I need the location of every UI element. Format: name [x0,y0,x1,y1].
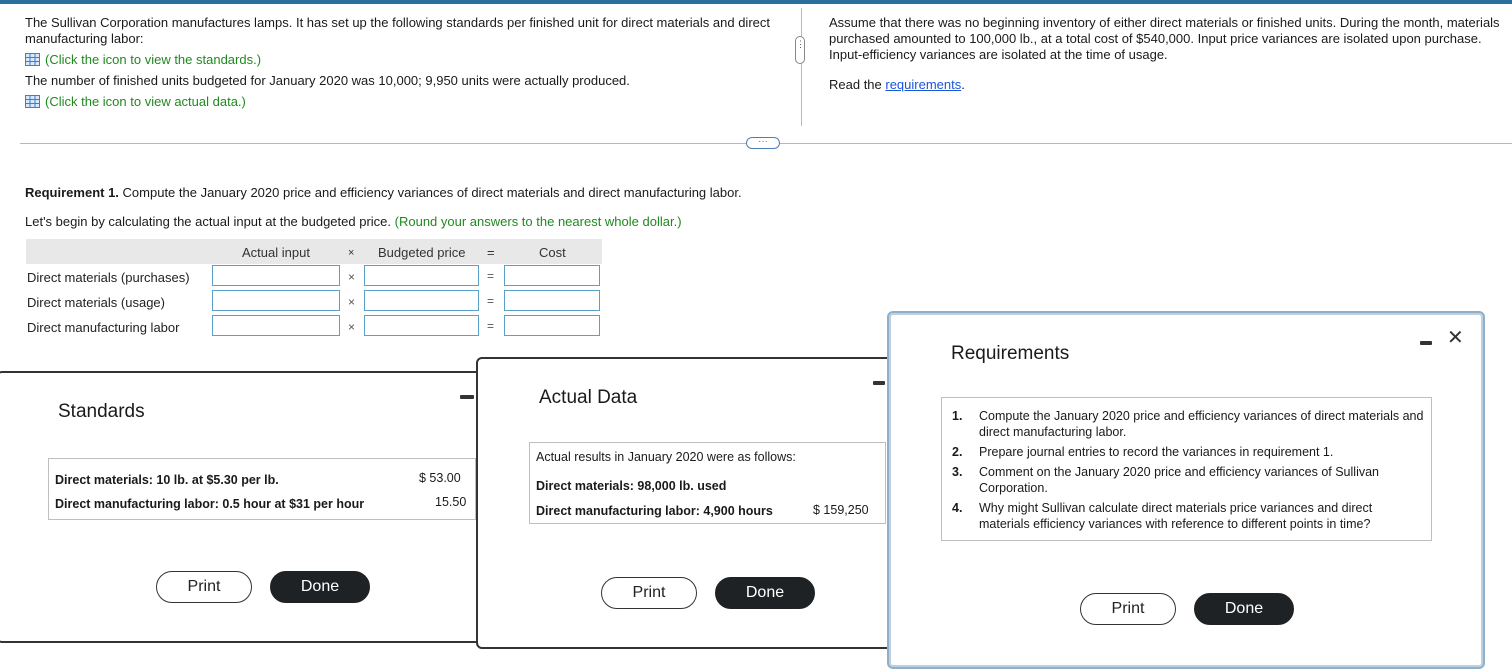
print-button[interactable]: Print [1080,593,1176,625]
equals-sign: = [487,269,495,283]
req-number: 1. [952,409,963,423]
row-label-dm-purchases: Direct materials (purchases) [27,270,190,285]
print-button[interactable]: Print [601,577,697,609]
actual-data-link[interactable] [25,94,246,110]
panel-resize-handle[interactable]: ⋮ [795,36,805,64]
requirements-dialog [887,311,1485,669]
times-sign: × [348,295,356,309]
actual-data-link-text[interactable]: (Click the icon to view actual data.) [45,94,246,109]
table-grid-icon[interactable] [25,53,40,66]
top-accent-bar [0,0,1512,4]
done-button[interactable]: Done [270,571,370,603]
table-grid-icon[interactable] [25,95,40,108]
requirements-link[interactable]: requirements [885,77,962,92]
header-cost: Cost [539,245,566,260]
dm-usage-cost[interactable] [504,290,600,311]
standard-dml-value: 15.50 [435,495,467,509]
req-item-2: Prepare journal entries to record the variances in requirement 1. [979,445,1334,459]
actual-dml-value: $ 159,250 [813,503,869,517]
standard-dml-text: Direct manufacturing labor: 0.5 hour at $31 per hour [55,497,365,511]
close-icon[interactable]: ✕ [1447,327,1464,349]
assumption-text: Assume that there was no beginning inventory of either direct materials or finished units. During the month, materials purchased amounted to 100,000 lb., at a total cost of $540,000. Input price variances are isolated upon purchase. Input-efficiency variances are isolated at the time of usage. [829,15,1500,62]
requirement-heading-text: Compute the January 2020 price and efficiency variances of direct materials and direct manufacturing labor. [118,185,742,200]
requirements-title: Requirements [951,343,1070,364]
standards-table [48,458,476,520]
row-label-dm-usage: Direct materials (usage) [27,295,165,310]
minimize-icon[interactable] [1420,341,1432,345]
req-number: 4. [952,501,963,515]
read-requirements-line [829,77,965,93]
problem-intro: The Sullivan Corporation manufactures lamps. It has set up the following standards per finished unit for direct materials and direct manufacturing labor: [25,15,770,46]
dm-purchases-actual-input[interactable] [212,265,340,286]
dm-usage-actual-input[interactable] [212,290,340,311]
dml-actual-input[interactable] [212,315,340,336]
equals-sign: = [487,294,495,308]
dml-budgeted-price[interactable] [364,315,479,336]
header-times: × [348,247,355,259]
header-budgeted-price: Budgeted price [378,245,466,260]
times-sign: × [348,320,356,334]
dm-purchases-cost[interactable] [504,265,600,286]
req-number: 2. [952,445,963,459]
req-item-3: Comment on the January 2020 price and efficiency variances of Sullivan Corporation. [979,465,1379,495]
done-button[interactable]: Done [715,577,815,609]
req-number: 3. [952,465,963,479]
dm-purchases-budgeted-price[interactable] [364,265,479,286]
row-label-dml: Direct manufacturing labor [27,320,180,335]
requirement-label: Requirement 1. [25,185,119,200]
standard-dm-value: $ 53.00 [419,471,461,485]
instruction-text: Let's begin by calculating the actual input at the budgeted price. [25,214,392,229]
done-button[interactable]: Done [1194,593,1294,625]
actual-data-dialog [476,357,893,649]
minimize-icon[interactable] [460,395,474,399]
read-suffix: . [961,77,965,92]
print-button[interactable]: Print [156,571,252,603]
equals-sign: = [487,319,495,333]
times-sign: × [348,270,356,284]
standards-dialog [0,371,488,643]
dm-usage-budgeted-price[interactable] [364,290,479,311]
actual-dml-text: Direct manufacturing labor: 4,900 hours [536,504,773,518]
table-header-row [26,239,602,264]
requirement-heading [25,185,742,201]
standards-title: Standards [58,401,145,422]
read-prefix: Read the [829,77,886,92]
req-item-1: Compute the January 2020 price and efficiency variances of direct materials and direct manufacturing labor. [979,409,1424,439]
requirements-list [941,397,1432,541]
standards-link-text[interactable]: (Click the icon to view the standards.) [45,52,262,67]
rounding-note: (Round your answers to the nearest whole dollar.) [394,214,682,229]
actual-data-table [529,442,886,524]
actual-intro: Actual results in January 2020 were as follows: [536,450,796,464]
panel-divider [801,8,802,126]
budget-line: The number of finished units budgeted for January 2020 was 10,000; 9,950 units were actually produced. [25,73,630,88]
standards-link[interactable] [25,52,261,68]
actual-dm-text: Direct materials: 98,000 lb. used [536,479,727,493]
header-equals: = [487,245,495,260]
dml-cost[interactable] [504,315,600,336]
actual-data-title: Actual Data [539,387,638,408]
expand-handle[interactable]: ··· [746,137,780,149]
standard-dm-text: Direct materials: 10 lb. at $5.30 per lb. [55,473,279,487]
header-actual-input: Actual input [242,245,310,260]
minimize-icon[interactable] [873,381,885,385]
instruction-line [25,214,682,230]
req-item-4: Why might Sullivan calculate direct materials price variances and direct materials efficiency variances with reference to different points in time? [979,501,1373,531]
